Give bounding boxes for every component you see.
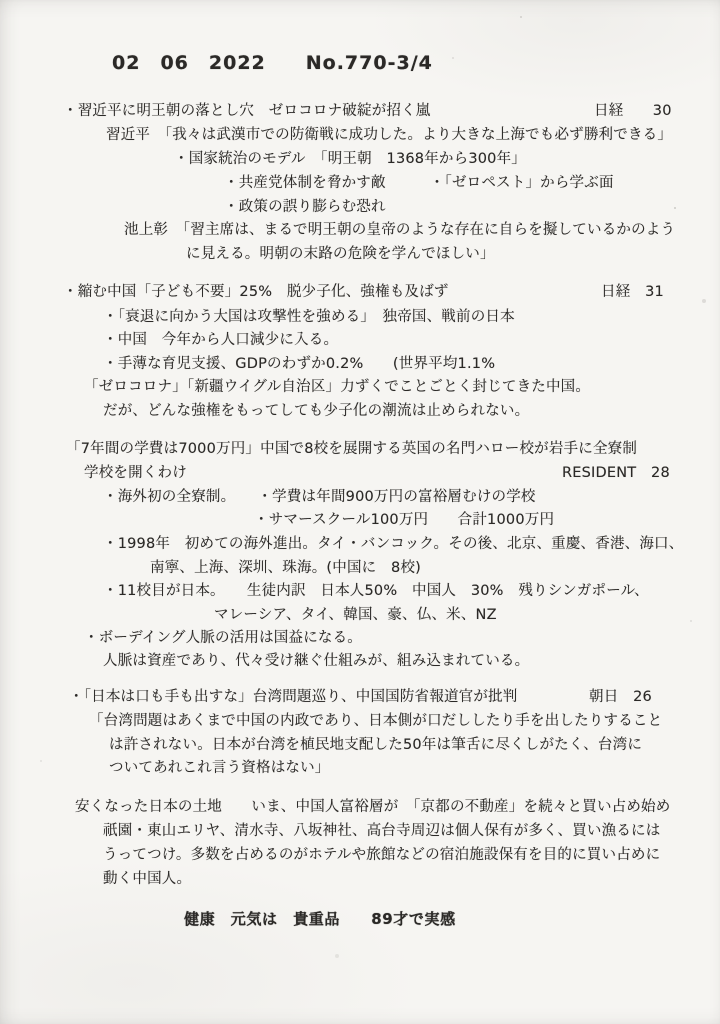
- document-line: 動く中国人。: [103, 871, 192, 887]
- document-line: ・海外初の全寮制。 ・学費は年間900万円の富裕層むけの学校: [103, 489, 536, 505]
- document-line: 祇園・東山エリヤ、清水寺、八坂神社、高台寺周辺は個人保有が多く、買い漁るには: [103, 823, 661, 839]
- document-line: ・サマースクール100万円 合計1000万円: [254, 512, 555, 528]
- source-ref: 日経 31: [601, 284, 664, 300]
- footer-note: 健康 元気は 貴重品 89才で実感: [184, 910, 456, 928]
- document-line: 南寧、上海、深圳、珠海。(中国に 8校): [150, 560, 422, 576]
- document-line: ・1998年 初めての海外進出。タイ・バンコック。その後、北京、重慶、香港、海口、: [103, 536, 684, 552]
- document-line: うってつけ。多数を占めるのがホテルや旅館などの宿泊施設保有を目的に買い占めに: [103, 847, 661, 863]
- document-line: は許されない。日本が台湾を植民地支配した50年は筆舌に尽くしがたく、台湾に: [109, 737, 643, 753]
- document-line: 「ゼロコロナ」「新疆ウイグル自治区」力ずくでことごとく封じてきた中国。: [84, 379, 591, 395]
- document-line: 安くなった日本の土地 いま、中国人富裕層が 「京都の不動産」を続々と買い占め始め: [75, 799, 671, 815]
- scan-dust-specks: [0, 0, 2, 2]
- source-ref: 朝日 26: [589, 689, 652, 705]
- document-line: 習近平 「我々は武漢市での防衛戦に成功した。より大きな上海でも必ず勝利できる」: [106, 127, 673, 143]
- document-line: ・政策の誤り膨らむ恐れ: [224, 199, 386, 215]
- source-ref: 日経 30: [594, 103, 672, 119]
- document-line: 学校を開くわけ: [84, 465, 187, 481]
- document-line: だが、どんな強権をもってしても少子化の潮流は止められない。: [103, 403, 530, 419]
- document-line: ・手薄な育児支援、GDPのわずか0.2% (世界平均1.1%: [103, 356, 496, 372]
- document-line: ・「衰退に向かう大国は攻撃性を強める」 独帝国、戦前の日本: [103, 309, 515, 325]
- document-line: に見える。明朝の末路の危険を学んでほしい」: [186, 246, 495, 262]
- document-line: ・共産党体制を脅かす敵 ・「ゼロペスト」から学ぶ面: [224, 175, 614, 191]
- document-line: 「台湾問題はあくまで中国の内政であり、日本側が口だししたり手を出したりすること: [89, 713, 663, 729]
- document-line: ・「日本は口も手も出すな」台湾問題巡り、中国国防省報道官が批判: [69, 689, 518, 705]
- document-line: ・中国 今年から人口減少に入る。: [103, 332, 339, 348]
- document-line: 池上彰 「習主席は、まるで明王朝の皇帝のような存在に自らを擬しているかのよう: [124, 222, 676, 238]
- document-line: ・縮む中国「子ども不要」25% 脱少子化、強権も及ばず: [63, 284, 449, 300]
- document-line: ついてあれこれ言う資格はない」: [109, 760, 330, 776]
- document-line: ・ボーデイング人脈の活用は国益になる。: [84, 630, 362, 646]
- document-line: 「7年間の学費は7000万円」中国で8校を展開する英国の名門ハロー校が岩手に全寮制: [66, 441, 638, 457]
- document-line: マレーシア、タイ、韓国、豪、仏、米、NZ: [214, 607, 497, 623]
- document-line: ・習近平に明王朝の落とし穴 ゼロコロナ破綻が招く嵐: [63, 103, 431, 119]
- document-line: 人脈は資産であり、代々受け継ぐ仕組みが、組み込まれている。: [103, 653, 530, 669]
- source-ref: RESIDENT 28: [562, 465, 670, 481]
- document-line: ・11校目が日本。 生徒内訳 日本人50% 中国人 30% 残りシンガポール、: [103, 583, 649, 599]
- document-line: ・国家統治のモデル 「明王朝 1368年から300年」: [174, 151, 527, 167]
- page-header-date-number: 02 06 2022 No.770-3/4: [112, 52, 433, 74]
